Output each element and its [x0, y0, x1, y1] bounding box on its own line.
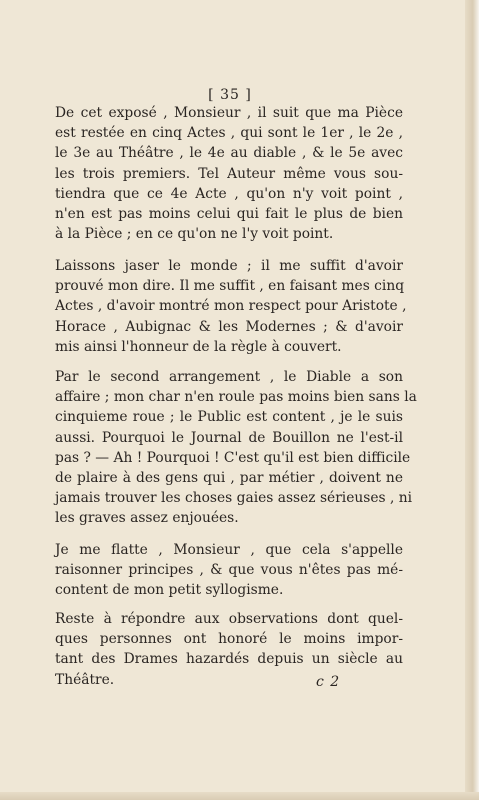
- text-line: Laissons jaser le monde ; il me suffit d'avoir: [55, 258, 403, 274]
- text-line: tant des Drames hazardés depuis un siècle au: [55, 651, 403, 668]
- text-line: affaire ; mon char n'en roule pas moins bien sans la: [55, 389, 417, 406]
- text-line: Je me flatte , Monsieur , que cela s'appelle: [55, 542, 403, 558]
- text-line: content de mon petit syllogisme.: [55, 582, 284, 599]
- text-line: Actes , d'avoir montré mon respect pour Aristote ,: [55, 298, 407, 315]
- page-edge-right: [465, 0, 479, 800]
- text-line: Reste à répondre aux observations dont quel-: [55, 611, 403, 627]
- paragraph-2: [55, 256, 407, 357]
- text-line: mis ainsi l'honneur de la règle à couvert.: [55, 338, 342, 355]
- text-line: Horace , Aubignac & les Modernes ; & d'avoir: [55, 318, 403, 335]
- paragraph-1: [55, 103, 403, 244]
- paragraph-3: [55, 367, 417, 529]
- text-line: est restée en cinq Actes , qui sont le 1er , le 2e ,: [55, 125, 403, 142]
- text-line: prouvé mon dire. Il me suffit , en faisant mes cinq: [55, 278, 405, 295]
- text-line: de plaire à des gens qui , par métier , doivent ne: [55, 470, 403, 487]
- text-line: jamais trouver les choses gaies assez sérieuses , ni: [55, 490, 413, 507]
- text-line: Théâtre.: [55, 671, 115, 688]
- paragraph-4: [55, 540, 403, 601]
- text-line: ques personnes ont honoré le moins impor-: [55, 631, 403, 648]
- page-number: [ 35 ]: [208, 87, 252, 103]
- text-line: De cet exposé , Monsieur , il suit que ma Pièce: [55, 105, 403, 121]
- page-edge-bottom: [0, 792, 479, 800]
- text-line: raisonner principes , & que vous n'êtes pas mé-: [55, 562, 403, 579]
- text-line: les graves assez enjouées.: [55, 510, 239, 527]
- text-line: Par le second arrangement , le Diable a son: [55, 369, 403, 385]
- text-line: à la Pièce ; en ce qu'on ne l'y voit point.: [55, 226, 334, 243]
- text-line: aussi. Pourquoi le Journal de Bouillon ne l'est-il: [55, 429, 403, 446]
- text-line: le 3e au Théâtre , le 4e au diable , & le 5e avec: [55, 145, 403, 162]
- paragraph-5: [55, 609, 403, 690]
- text-line: n'en est pas moins celui qui fait le plus de bien: [55, 206, 403, 223]
- text-line: pas ? — Ah ! Pourquoi ! C'est qu'il est bien difficile: [55, 449, 411, 466]
- text-line: tiendra que ce 4e Acte , qu'on n'y voit point ,: [55, 185, 403, 202]
- text-line: les trois premiers. Tel Auteur même vous sou-: [55, 165, 403, 182]
- catchword: c 2: [316, 674, 341, 690]
- text-line: cinquieme roue ; le Public est content , je le suis: [55, 409, 403, 426]
